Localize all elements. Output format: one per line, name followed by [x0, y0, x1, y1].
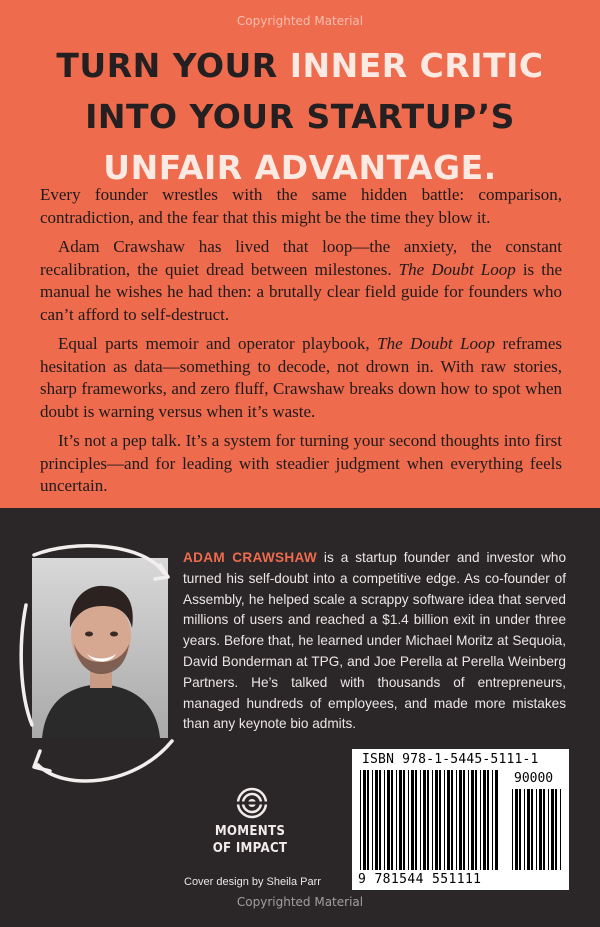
publisher-name-line2: OF IMPACT [212, 840, 288, 856]
headline-line1-light: INNER CRITIC [289, 46, 544, 85]
author-bio [183, 548, 566, 735]
author-name: ADAM CRAWSHAW [183, 550, 317, 565]
blurb-p3-part-a: Equal parts memoir and operator playbook, [58, 334, 378, 353]
isbn-barcode [352, 749, 569, 890]
blurb-paragraph-4: It’s not a pep talk. It’s a system for turning your second thoughts into first principles—and for leading with steadier judgment when everything feels uncertain. [40, 431, 562, 495]
blurb-p2-part-b: is the manual he wishes he had then: a brutally clear field guide for founders who can’t afford to self-destruct. [40, 259, 562, 324]
watermark-top: Copyrighted Material [236, 14, 364, 28]
blurb-p3-book-title: The Doubt Loop [377, 334, 496, 353]
barcode-digits: 9 781544 551111 [358, 872, 482, 887]
blurb-paragraph-3 [40, 333, 562, 423]
circular-arrow-icon [14, 525, 189, 805]
concentric-circles-icon [236, 787, 268, 819]
cover-design-credit: Cover design by Sheila Parr [184, 876, 321, 888]
barcode-addon-bars-icon [512, 789, 562, 870]
author-bio-text: is a startup founder and investor who turned his self-doubt into a competitive edge. As co-founder of Assembly, he helped scale a scrappy software idea that served millions of users and reached a $1.4 billion exit in under three years. Before that, he learned under Michael Moritz at Sequoia, David Bonderman at TPG, and Joe Perella at Perella Weinberg Partners. He’s talked with thousands of entrepreneurs, managed hundreds of employees, and made more mistakes than any keynote bio admits. [183, 550, 567, 732]
price-code: 90000 [514, 771, 554, 786]
watermark-bottom: Copyrighted Material [236, 895, 364, 909]
blurb-text [40, 184, 562, 505]
publisher-name [206, 823, 294, 857]
blurb-p2-book-title: The Doubt Loop [398, 259, 516, 279]
blurb-paragraph-1: Every founder wrestles with the same hidden battle: comparison, contradiction, and the fear that this might be the time they blow it. [40, 185, 562, 227]
headline-line1-dark: TURN YOUR [56, 46, 290, 85]
headline-line3: UNFAIR ADVANTAGE. [103, 148, 497, 187]
headline-line2: INTO YOUR STARTUP’S [85, 97, 515, 136]
publisher-name-line1: MOMENTS [214, 823, 286, 839]
blurb-paragraph-2 [40, 236, 562, 326]
blurb-p3-part-b: reframes hesitation as data—something to decode, not drown in. With raw stories, sharp frameworks, and zero fluff, Crawshaw breaks down how to spot when doubt is warning versus when it’s waste. [40, 334, 562, 421]
blurb-p2-part-a: Adam Crawshaw has lived that loop—the anxiety, the constant recalibration, the quiet dread between milestones. [40, 237, 562, 279]
headline [0, 40, 600, 193]
isbn-number: ISBN 978-1-5445-5111-1 [362, 752, 539, 767]
barcode-bars-icon [360, 770, 498, 870]
